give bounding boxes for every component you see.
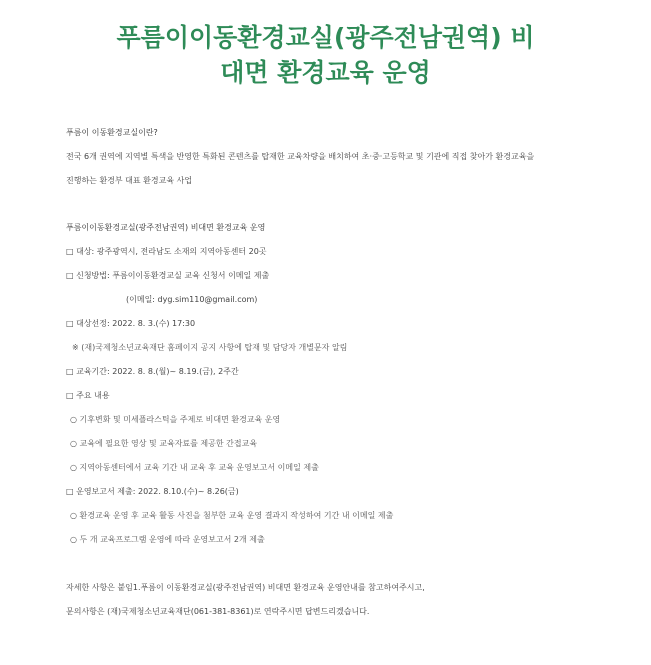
program-email: (이메일: dyg.sim110@gmail.com) [126,295,258,304]
intro-heading: 푸름이 이동환경교실이란? [66,128,158,137]
intro-text-1: 전국 6개 권역에 지역별 특색을 반영한 특화된 콘텐츠를 탑재한 교육차량을 배치하여 초·중·고등학교 및 기관에 직접 찾아가 환경교육을 [66,152,535,161]
program-report-1: ○ 환경교육 운영 후 교육 활동 사진을 첨부한 교육 운영 결과지 작성하여 기간 내 이메일 제출 [70,511,394,520]
program-report-2: ○ 두 개 교육프로그램 운영에 따라 운영보고서 2개 제출 [70,535,265,544]
program-heading: 푸름이이동환경교실(광주전남권역) 비대면 환경교육 운영 [66,223,266,232]
program-method: □ 신청방법: 푸름이이동환경교실 교육 신청서 이메일 제출 [66,271,270,280]
program-content-3: ○ 지역아동센터에서 교육 기간 내 교육 후 교육 운영보고서 이메일 제출 [70,463,319,472]
page-title [40,20,611,90]
intro-text-2: 진행하는 환경부 대표 환경교육 사업 [66,176,193,185]
footer-line-1: 자세한 사항은 붙임1.푸름이 이동환경교실(광주전남권역) 비대면 환경교육 운영안내를 참고하여주시고, [66,583,425,592]
program-content-2: ○ 교육에 필요한 영상 및 교육자료를 제공한 간접교육 [70,439,258,448]
program-report: □ 운영보고서 제출: 2022. 8.10.(수)~ 8.26(금) [66,487,239,496]
program-notice: ※ (재)국제청소년교육재단 홈페이지 공지 사항에 탑재 및 담당자 개별문자 알림 [72,343,348,352]
footer-line-2: 문의사항은 (재)국제청소년교육재단(061-381-8361)로 연락주시면 답변드리겠습니다. [66,607,370,616]
program-period: □ 교육기간: 2022. 8. 8.(월)~ 8.19.(금), 2주간 [66,367,239,376]
page-title-line-2: 대면 환경교육 운영 [220,58,431,87]
page-title-line-1: 푸름이이동환경교실(광주전남권역) 비 [116,23,535,52]
program-content-1: ○ 기후변화 및 미세플라스틱을 주제로 비대면 환경교육 운영 [70,415,281,424]
program-selection: □ 대상선정: 2022. 8. 3.(수) 17:30 [66,319,196,328]
program-contents-label: □ 주요 내용 [66,391,110,400]
program-target: □ 대상: 광주광역시, 전라남도 소재의 지역아동센터 20곳 [66,247,267,256]
